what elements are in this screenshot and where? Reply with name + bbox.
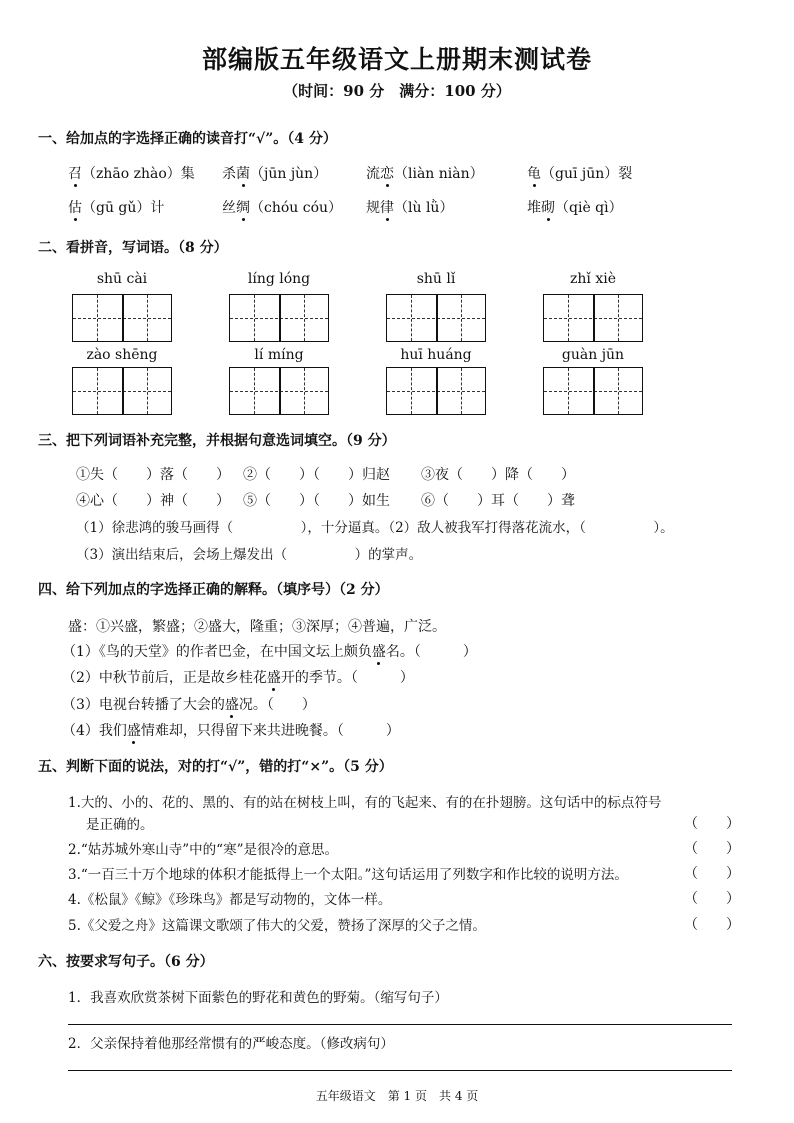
s1-item-7: 规律（lù lǜ） [366, 200, 454, 216]
answer-line-2[interactable] [68, 1070, 732, 1071]
s4-item-4: （4）我们盛情难却，只得留下来共进晚餐。（ ） [62, 723, 400, 739]
writing-box-1[interactable] [72, 294, 172, 342]
s3-idiom-6: ⑥（ ）耳（ ）聋 [421, 493, 575, 509]
s5-question-1: 1.大的、小的、花的、黑的、有的站在树枝上叫，有的飞起来、有的在扑翅膀。这句话中的标点符号 [68, 795, 662, 811]
s5-question-1-cont: 是正确的。 [86, 817, 154, 833]
pinyin-4: zhǐ xiè [570, 271, 616, 287]
s3-idiom-4: ④心（ ）神（ ） [76, 493, 230, 509]
section-5-heading: 五、判断下面的说法，对的打“√”，错的打“×”。（5 分） [38, 759, 393, 775]
s1-item-2: 杀菌（jūn jùn） [222, 166, 328, 182]
s5-question-4: 4.《松鼠》《鲸》《珍珠鸟》都是写动物的，文体一样。 [68, 892, 392, 908]
s3-question-1-2: （1）徐悲鸿的骏马画得（ ），十分逼真。（2）敌人被我军打得落花流水，（ ）。 [76, 520, 674, 536]
s5-answer-3[interactable]: （ ） [684, 866, 740, 882]
s1-item-1: 召（zhāo zhào）集 [68, 166, 195, 182]
s6-question-2: 2．父亲保持着他那经常惯有的严峻态度。（修改病句） [68, 1036, 394, 1052]
page-footer: 五年级语文 第 1 页 共 4 页 [315, 1089, 479, 1103]
s4-item-1: （1）《鸟的天堂》的作者巴金，在中国文坛上颇负盛名。（ ） [62, 644, 477, 660]
pinyin-5: zào shēng [86, 347, 158, 363]
s3-idiom-1: ①失（ ）落（ ） [76, 467, 230, 483]
s1-item-4: 龟（guī jūn）裂 [527, 166, 633, 182]
writing-box-3[interactable] [386, 294, 486, 342]
s5-question-2: 2.“姑苏城外寒山寺”中的“寒”是很冷的意思。 [68, 842, 338, 858]
answer-line-1[interactable] [68, 1024, 732, 1025]
s5-answer-1[interactable]: （ ） [684, 816, 740, 832]
s1-item-3: 流恋（liàn niàn） [366, 166, 484, 182]
s1-item-5: 估（gū gǔ）计 [68, 200, 165, 216]
section-1-heading: 一、给加点的字选择正确的读音打“√”。（4 分） [38, 131, 337, 147]
s3-idiom-2: ②（ ）（ ）归赵 [243, 467, 390, 483]
s5-answer-5[interactable]: （ ） [684, 917, 740, 933]
section-6-heading: 六、按要求写句子。（6 分） [38, 954, 214, 970]
s5-answer-4[interactable]: （ ） [684, 891, 740, 907]
s1-item-8: 堆砌（qiè qì） [527, 200, 623, 216]
s3-idiom-3: ③夜（ ）降（ ） [421, 467, 575, 483]
section-4-heading: 四、给下列加点的字选择正确的解释。（填序号）（2 分） [38, 582, 389, 598]
writing-box-6[interactable] [229, 367, 329, 415]
section-2-heading: 二、看拼音，写词语。（8 分） [38, 240, 228, 256]
pinyin-2: líng lóng [247, 271, 311, 287]
s6-question-1: 1．我喜欢欣赏茶树下面紫色的野花和黄色的野菊。（缩写句子） [68, 990, 448, 1006]
s3-question-3: （3）演出结束后，会场上爆发出（ ）的掌声。 [76, 547, 423, 563]
writing-box-2[interactable] [229, 294, 329, 342]
pinyin-7: huī huáng [400, 347, 472, 363]
writing-box-5[interactable] [72, 367, 172, 415]
writing-box-8[interactable] [543, 367, 643, 415]
s5-question-3: 3.“一百三十万个地球的体积才能抵得上一个太阳。”这句话运用了列数字和作比较的说明方法。 [68, 867, 628, 883]
s5-answer-2[interactable]: （ ） [684, 841, 740, 857]
s4-definitions: 盛：①兴盛，繁盛；②盛大，隆重；③深厚；④普遍，广泛。 [68, 619, 446, 635]
s4-item-3: （3）电视台转播了大会的盛况。（ ） [62, 697, 316, 713]
s3-idiom-5: ⑤（ ）（ ）如生 [243, 493, 390, 509]
pinyin-3: shū lǐ [416, 271, 456, 287]
writing-box-4[interactable] [543, 294, 643, 342]
pinyin-6: lí míng [254, 347, 304, 363]
writing-box-7[interactable] [386, 367, 486, 415]
exam-info: （时间：90 分 满分：100 分） [283, 82, 511, 100]
page-title: 部编版五年级语文上册期末测试卷 [201, 45, 592, 74]
pinyin-8: guàn jūn [561, 347, 625, 363]
s5-question-5: 5.《父爱之舟》这篇课文歌颂了伟大的父爱，赞扬了深厚的父子之情。 [68, 918, 486, 934]
section-3-heading: 三、把下列词语补充完整，并根据句意选词填空。（9 分） [38, 433, 396, 449]
s1-item-6: 丝绸（chóu cóu） [222, 200, 343, 216]
pinyin-1: shū cài [96, 271, 148, 287]
s4-item-2: （2）中秋节前后，正是故乡桂花盛开的季节。（ ） [62, 670, 414, 686]
